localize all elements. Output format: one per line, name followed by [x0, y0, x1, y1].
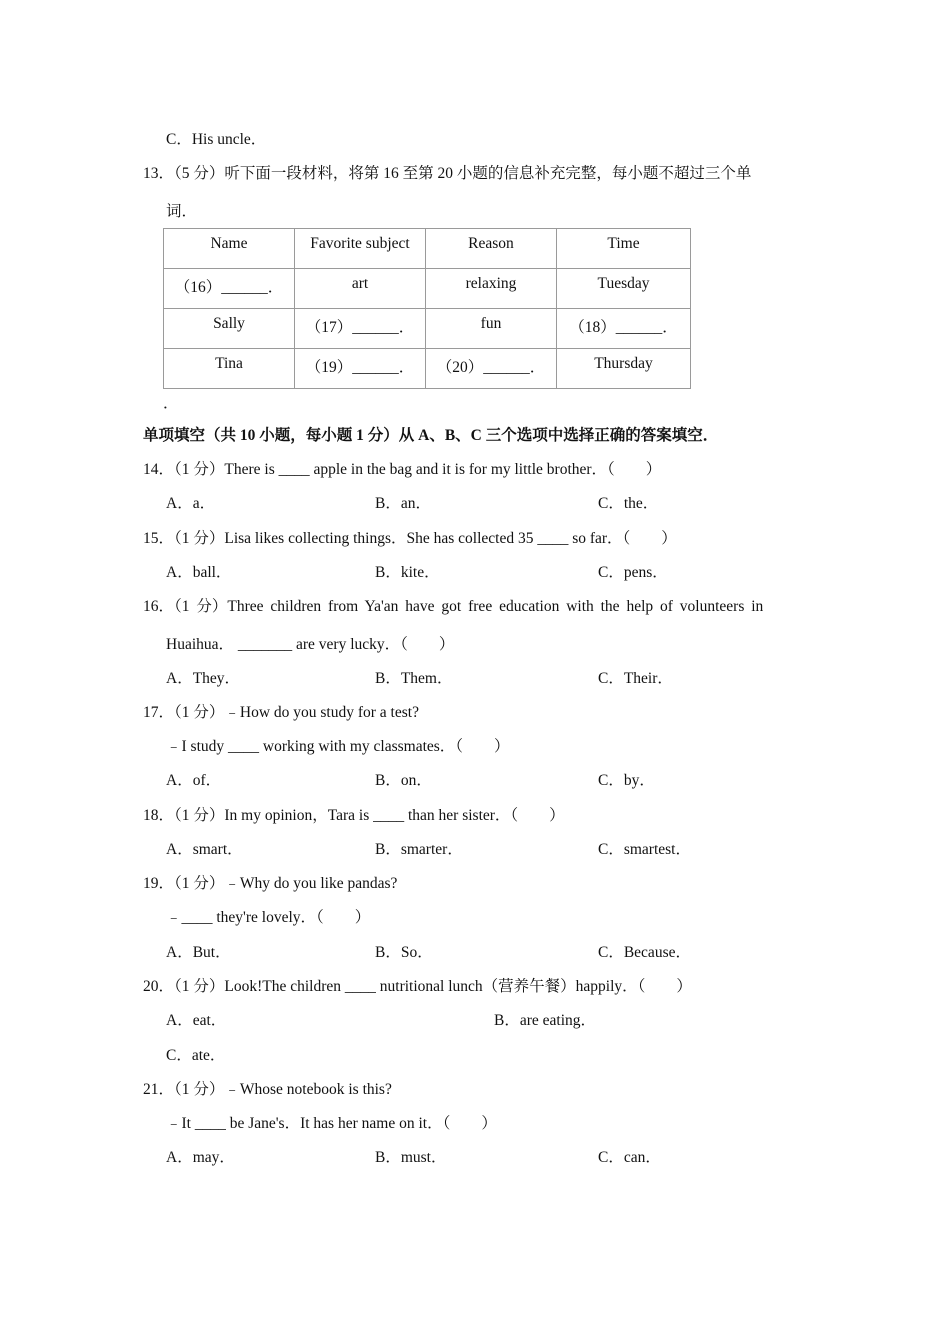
- q13-info-table: [163, 228, 691, 389]
- q21-stem-line1: 21．（1 分）﹣Whose notebook is this?: [143, 1081, 392, 1098]
- header-name: Name: [164, 229, 295, 269]
- table-cell: （19）______．: [295, 349, 426, 389]
- q17-stem-line2: ﹣I study ____ working with my classmates．（ ）: [166, 738, 510, 755]
- q17-stem-line1: 17．（1 分）﹣How do you study for a test?: [143, 704, 419, 721]
- q18-option-b: B．smarter．: [375, 841, 463, 858]
- table-row: [164, 349, 691, 389]
- table-cell: relaxing: [426, 269, 557, 309]
- q17-option-b: B．on．: [375, 772, 432, 789]
- q15-stem: 15．（1 分）Lisa likes collecting things．She has collected 35 ____ so far．（ ）: [143, 530, 677, 547]
- header-favorite-subject: Favorite subject: [295, 229, 426, 269]
- section-heading: 单项填空（共 10 小题，每小题 1 分）从 A、B、C 三个选项中选择正确的答案填空．: [143, 427, 719, 444]
- q15-option-a: A．ball．: [166, 564, 232, 581]
- q14-option-a: A．a．: [166, 495, 216, 512]
- q18-option-c: C．smartest．: [598, 841, 691, 858]
- table-cell: Sally: [164, 309, 295, 349]
- header-reason: Reason: [426, 229, 557, 269]
- table-cell: art: [295, 269, 426, 309]
- q19-option-a: A．But．: [166, 944, 231, 961]
- q15-option-b: B．kite．: [375, 564, 440, 581]
- table-cell: （18）______．: [557, 309, 691, 349]
- q16-stem-line1: 16．（1 分）Three children from Ya'an have got free education with the help of volunteers in: [143, 598, 764, 615]
- q20-option-b: B．are eating．: [494, 1012, 597, 1029]
- q15-option-c: C．pens．: [598, 564, 668, 581]
- q12-option-c: C．His uncle．: [166, 131, 267, 148]
- q21-option-a: A．may．: [166, 1149, 235, 1166]
- q19-stem-line1: 19．（1 分）﹣Why do you like pandas?: [143, 875, 398, 892]
- table-header-row: [164, 229, 691, 269]
- q16-option-c: C．Their．: [598, 670, 673, 687]
- table-cell: Tuesday: [557, 269, 691, 309]
- header-time: Time: [557, 229, 691, 269]
- q19-stem-line2: ﹣____ they're lovely．（ ）: [166, 909, 371, 926]
- q14-option-b: B．an．: [375, 495, 431, 512]
- q18-stem: 18．（1 分）In my opinion，Tara is ____ than her sister．（ ）: [143, 807, 565, 824]
- q19-option-b: B．So．: [375, 944, 433, 961]
- q21-option-c: C．can．: [598, 1149, 661, 1166]
- q13-trailing-dot: ．: [163, 395, 179, 412]
- table-cell: Thursday: [557, 349, 691, 389]
- q13-stem-line1: 13．（5 分）听下面一段材料，将第 16 至第 20 小题的信息补充完整，每小题不超过三个单: [143, 165, 752, 182]
- q17-option-c: C．by．: [598, 772, 655, 789]
- table-cell: fun: [426, 309, 557, 349]
- q21-stem-line2: ﹣It ____ be Jane's．It has her name on it．（ ）: [166, 1115, 497, 1132]
- q20-option-c: C．ate．: [166, 1047, 226, 1064]
- table-cell: （20）______．: [426, 349, 557, 389]
- table-cell: （16）______．: [164, 269, 295, 309]
- q20-option-a: A．eat．: [166, 1012, 227, 1029]
- q19-option-c: C．Because．: [598, 944, 691, 961]
- table-row: [164, 269, 691, 309]
- q14-stem: 14．（1 分）There is ____ apple in the bag and it is for my little brother．（ ）: [143, 461, 662, 478]
- q14-option-c: C．the．: [598, 495, 659, 512]
- table-cell: （17）______．: [295, 309, 426, 349]
- q20-stem: 20．（1 分）Look!The children ____ nutritional lunch（营养午餐）happily．（ ）: [143, 978, 692, 995]
- q18-option-a: A．smart．: [166, 841, 243, 858]
- q16-stem-line2: Huaihua． _______ are very lucky．（ ）: [166, 636, 455, 653]
- q17-option-a: A．of．: [166, 772, 222, 789]
- q16-option-b: B．Them．: [375, 670, 453, 687]
- q16-option-a: A．They．: [166, 670, 241, 687]
- q13-stem-line2: 词．: [166, 203, 198, 220]
- table-cell: Tina: [164, 349, 295, 389]
- q21-option-b: B．must．: [375, 1149, 447, 1166]
- table-row: [164, 309, 691, 349]
